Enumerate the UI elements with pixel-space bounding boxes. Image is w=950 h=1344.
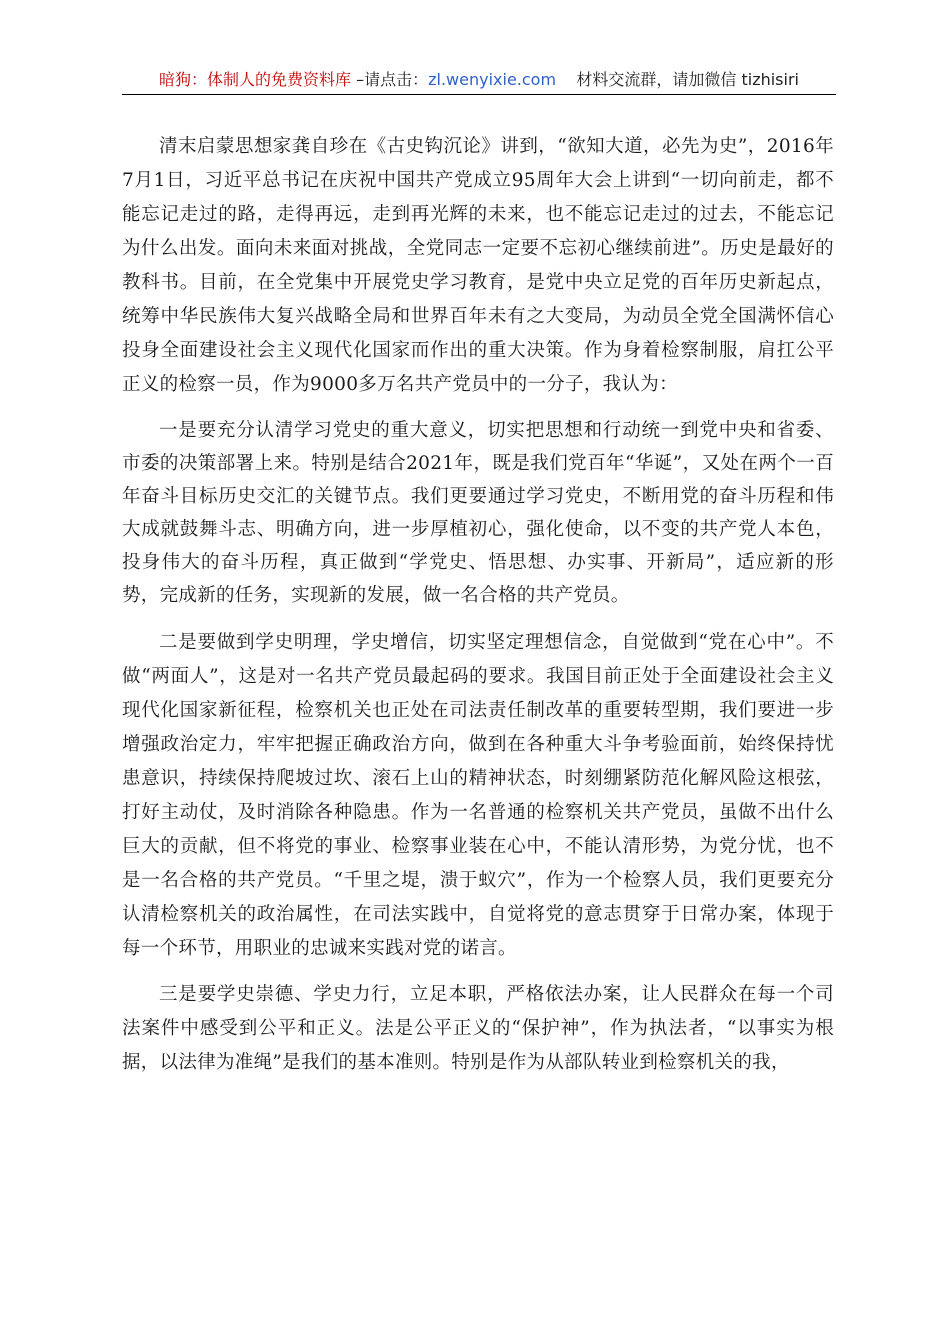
header-contact: 材料交流群，请加微信 tizhisiri: [576, 70, 799, 89]
page-header: [122, 68, 836, 95]
header-link[interactable]: zl.wenyixie.com: [428, 70, 557, 89]
paragraph-point-two: 二是要做到学史明理，学史增信，切实坚定理想信念，自觉做到“党在心中”。不做“两面人”，这是对一名共产党员最起码的要求。我国目前正处于全面建设社会主义现代化国家新征程，检察机关也正处在司法责任制改革的重要转型期，我们要进一步增强政治定力，牢牢把握正确政治方向，做到在各种重大斗争考验面前，始终保持忧患意识，持续保持爬坡过坎、滚石上山的精神状态，时刻绷紧防范化解风险这根弦，打好主动仗，及时消除各种隐患。作为一名普通的检察机关共产党员，虽做不出什么巨大的贡献，但不将党的事业、检察事业装在心中，不能认清形势，为党分忧，也不是一名合格的共产党员。“千里之堤，溃于蚁穴”，作为一个检察人员，我们更要充分认清检察机关的政治属性，在司法实践中，自觉将党的意志贯穿于日常办案，体现于每一个环节，用职业的忠诚来实践对党的诺言。: [122, 632, 834, 959]
paragraph-point-one: 一是要充分认清学习党史的重大意义，切实把思想和行动统一到党中央和省委、市委的决策部署上来。特别是结合2021年，既是我们党百年“华诞”，又处在两个一百年奋斗目标历史交汇的关键节点。我们更要通过学习党史，不断用党的奋斗历程和伟大成就鼓舞斗志、明确方向，进一步厚植初心，强化使命，以不变的共产党人本色，投身伟大的奋斗历程，真正做到“学党史、悟思想、办实事、开新局”，适应新的形势，完成新的任务，实现新的发展，做一名合格的共产党员。: [122, 420, 834, 606]
document-body: [122, 130, 834, 1080]
header-title: 暗狗：体制人的免费资料库: [159, 70, 352, 89]
paragraph-intro: 清末启蒙思想家龚自珍在《古史钩沉论》讲到，“欲知大道，必先为史”，2016年7月1日，习近平总书记在庆祝中国共产党成立95周年大会上讲到“一切向前走，都不能忘记走过的路，走得再远，走到再光辉的未来，也不能忘记走过的过去，不能忘记为什么出发。面向未来面对挑战，全党同志一定要不忘初心继续前进”。历史是最好的教科书。目前，在全党集中开展党史学习教育，是党中央立足党的百年历史新起点，统筹中华民族伟大复兴战略全局和世界百年未有之大变局，为动员全党全国满怀信心投身全面建设社会主义现代化国家而作出的重大决策。作为身着检察制服，肩扛公平正义的检察一员，作为9000多万名共产党员中的一分子，我认为：: [122, 136, 834, 395]
header-click-prompt: –请点击：: [351, 70, 429, 89]
paragraph-point-three: 三是要学史崇德、学史力行，立足本职，严格依法办案，让人民群众在每一个司法案件中感受到公平和正义。法是公平正义的“保护神”，作为执法者，“以事实为根据，以法律为准绳”是我们的基本准则。特别是作为从部队转业到检察机关的我，: [122, 984, 834, 1073]
